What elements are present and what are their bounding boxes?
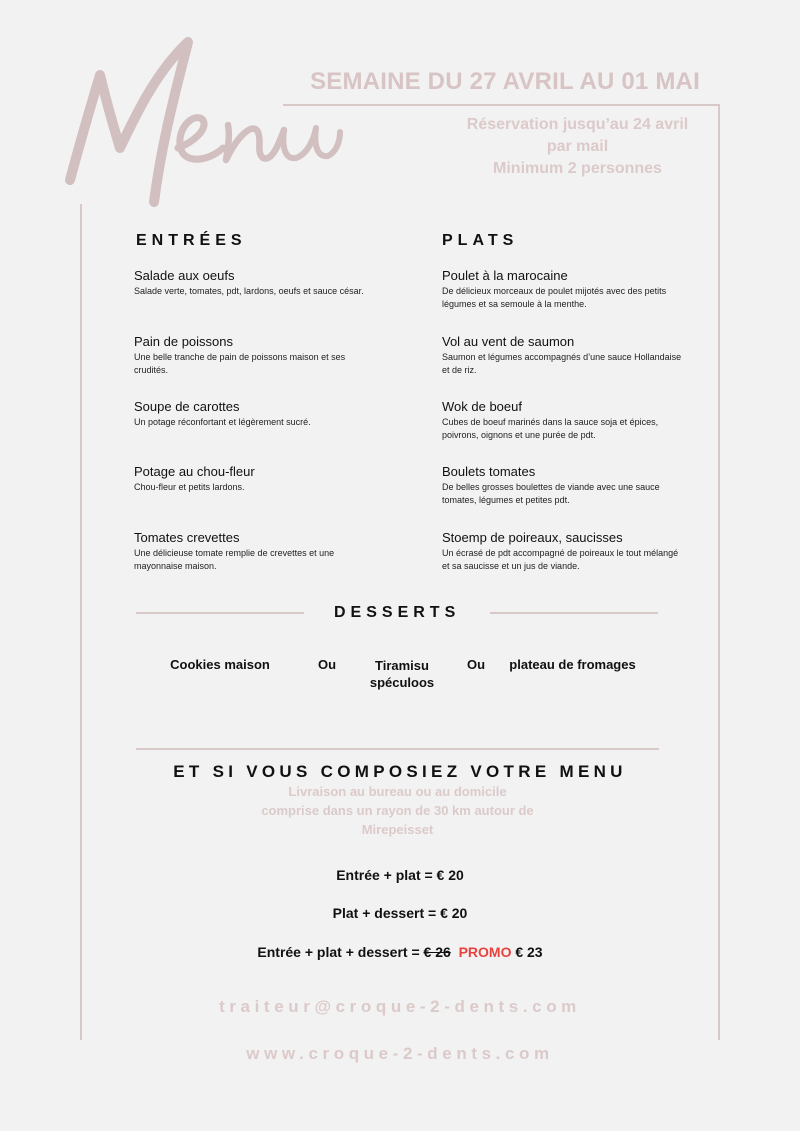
menu-item [134,399,374,429]
reservation-line: Réservation jusqu’au 24 avril [466,116,689,133]
price-plat-dessert: Plat + dessert = € 20 [332,905,468,921]
plats-title: PLATS [442,232,519,249]
delivery-line: Mirepeisset [361,822,434,837]
desserts-title: DESSERTS [334,604,461,621]
menu-script-logo [58,30,348,210]
item-name: Stoemp de poireaux, saucisses [442,530,623,545]
menu-item [442,334,682,377]
menu-item [134,464,374,494]
dessert-item-line: Tiramisu [375,658,429,673]
item-desc: Saumon et légumes accompagnés d’une sauce Hollandaise et de riz. [442,352,682,375]
menu-item [442,399,682,442]
reservation-info [440,114,715,180]
frame-top-line [283,104,720,106]
item-name: Potage au chou-fleur [134,464,255,479]
reservation-line: Minimum 2 personnes [493,160,662,177]
item-desc: De délicieux morceaux de poulet mijotés avec des petits légumes et sa semoule à la menthe. [442,286,667,309]
week-heading: SEMAINE DU 27 AVRIL AU 01 MAI [310,68,700,95]
frame-right-line [718,106,720,1040]
compose-divider [136,748,659,750]
old-price: € 26 [423,944,451,960]
item-name: Pain de poissons [134,334,234,349]
compose-title: ET SI VOUS COMPOSIEZ VOTRE MENU [173,762,627,781]
price-entree-plat: Entrée + plat = € 20 [336,867,464,883]
contact-email[interactable]: traiteur@croque-2-dents.com [219,997,581,1016]
entrees-title: ENTRÉES [136,232,247,249]
item-desc: Une délicieuse tomate remplie de crevettes et une mayonnaise maison. [134,548,335,571]
delivery-info [230,782,565,839]
dessert-or: Ou [317,657,337,672]
delivery-line: comprise dans un rayon de 30 km autour de [261,803,534,818]
item-desc: Salade verte, tomates, pdt, lardons, oeufs et sauce césar. [134,286,364,296]
item-name: Poulet à la marocaine [442,268,568,283]
desserts-divider-left [136,612,304,614]
price-full-menu [100,944,700,960]
desserts-divider-right [490,612,658,614]
item-name: Vol au vent de saumon [442,334,575,349]
reservation-line: par mail [546,138,609,155]
item-name: Boulets tomates [442,464,536,479]
item-name: Tomates crevettes [134,530,240,545]
promo-badge: PROMO [458,944,512,960]
item-desc: Cubes de boeuf marinés dans la sauce soja et épices, poivrons, oignons et une purée de pdt. [442,417,659,440]
item-name: Salade aux oeufs [134,268,235,283]
dessert-item [352,657,452,691]
dessert-item: plateau de fromages [509,657,636,672]
menu-item [442,268,682,311]
menu-item [134,268,374,298]
dessert-or: Ou [466,657,486,672]
new-price: € 23 [515,944,543,960]
menu-item [442,530,682,573]
delivery-line: Livraison au bureau ou au domicile [288,784,507,799]
dessert-item-line: spéculoos [369,675,435,690]
menu-item [134,334,374,377]
item-desc: Un potage réconfortant et légèrement sucré. [134,417,311,427]
dessert-item: Cookies maison [170,657,270,672]
menu-item [134,530,374,573]
website-link[interactable]: www.croque-2-dents.com [246,1044,554,1063]
frame-left-line [80,204,82,1040]
item-name: Soupe de carottes [134,399,240,414]
item-desc: Chou-fleur et petits lardons. [134,482,245,492]
item-name: Wok de boeuf [442,399,522,414]
item-desc: Un écrasé de pdt accompagné de poireaux le tout mélangé et sa saucisse et un jus de viande. [442,548,679,571]
menu-item [442,464,682,507]
item-desc: Une belle tranche de pain de poissons maison et ses crudités. [134,352,346,375]
price-full-label: Entrée + plat + dessert = [257,944,424,960]
item-desc: De belles grosses boulettes de viande avec une sauce tomates, légumes et petites pdt. [442,482,660,505]
